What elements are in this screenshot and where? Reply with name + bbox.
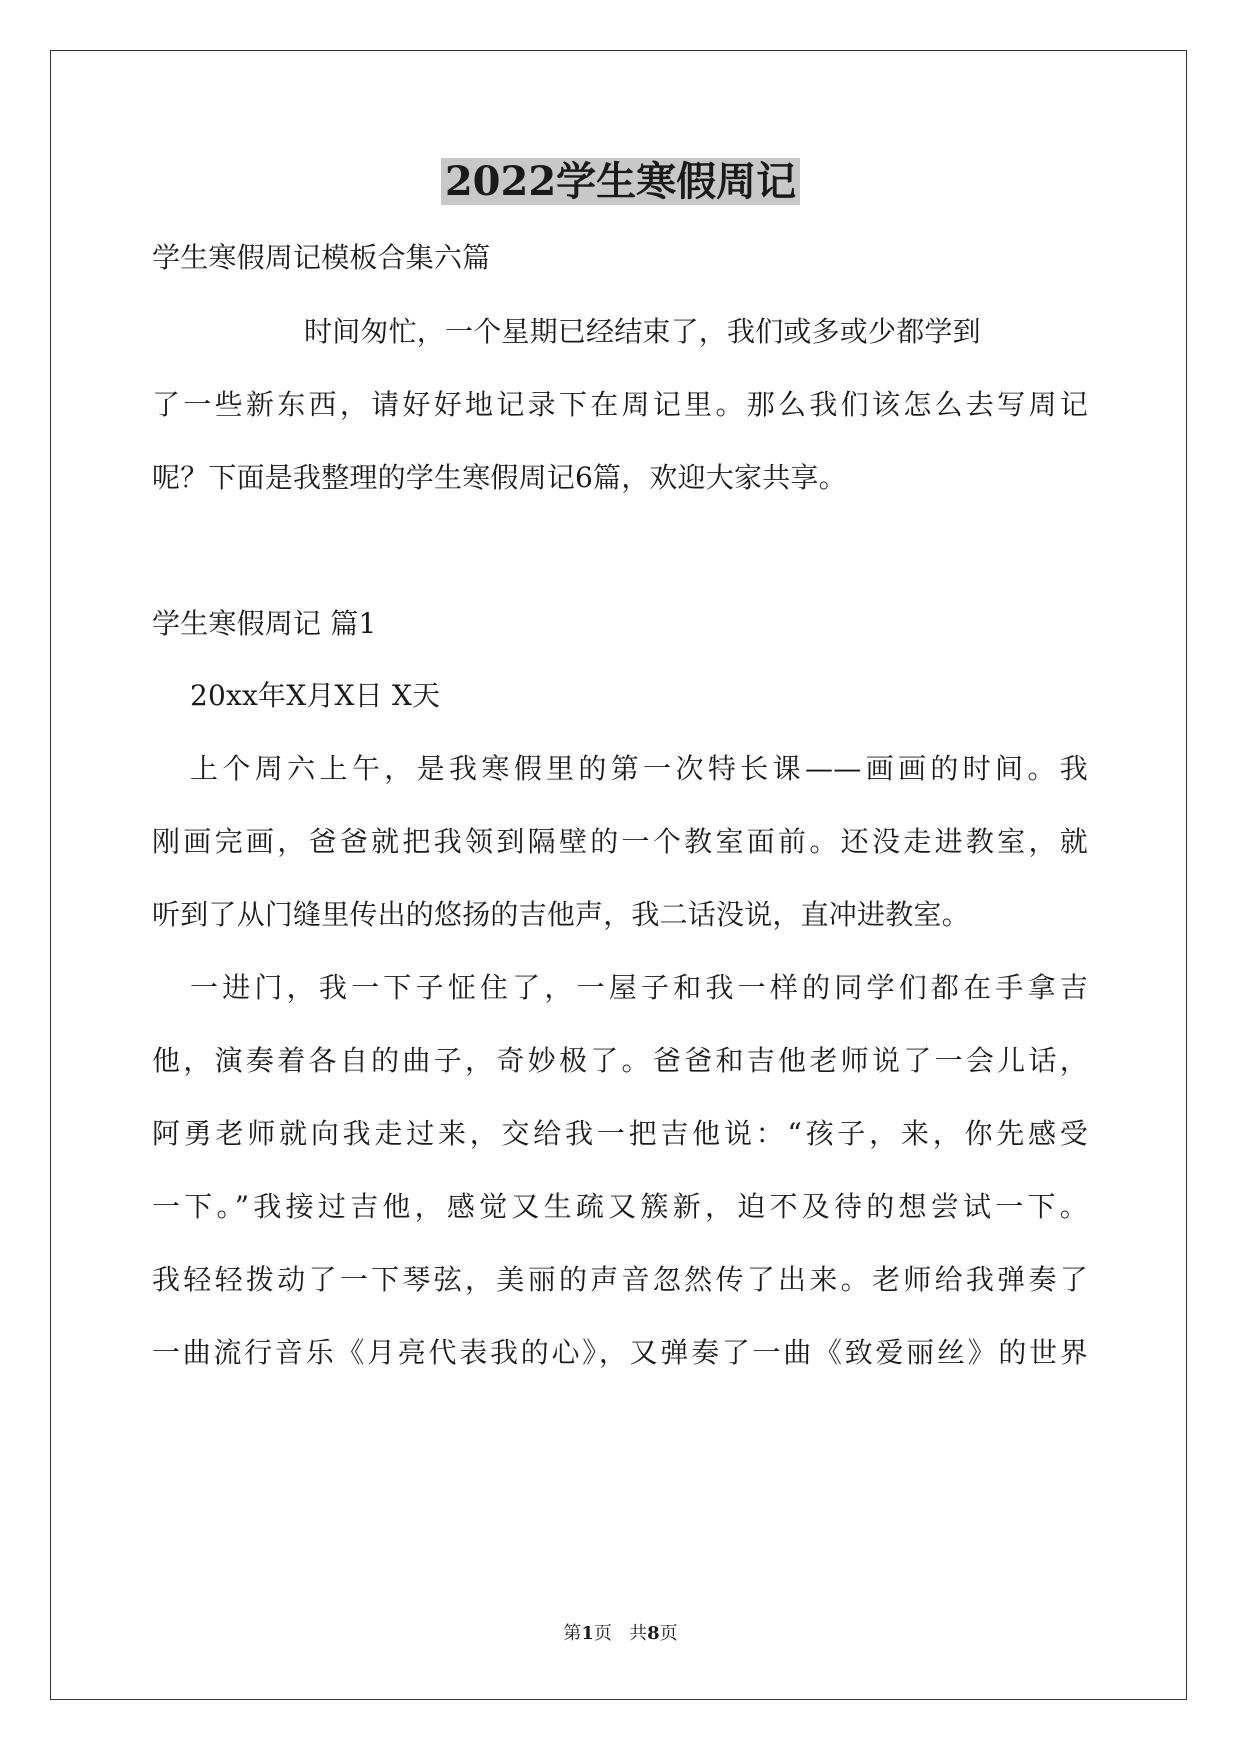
- page-border: [50, 50, 1187, 1700]
- paragraph1-line-2: 刚画完画，爸爸就把我领到隔壁的一个教室面前。还没走进教室，就: [152, 825, 1088, 858]
- paragraph2-line-3: 阿勇老师就向我走过来，交给我一把吉他说：“孩子，来，你先感受: [152, 1117, 1088, 1150]
- paragraph1-line-3: 听到了从门缝里传出的悠扬的吉他声，我二话没说，直冲进教室。: [152, 898, 970, 931]
- paragraph2-line-1: 一进门，我一下子怔住了，一屋子和我一样的同学们都在手拿吉: [190, 971, 1088, 1004]
- subtitle: 学生寒假周记模板合集六篇: [152, 241, 491, 274]
- document-title: [0, 152, 1241, 212]
- footer-total-pages: 8: [647, 1623, 660, 1644]
- footer-page-number: 1: [581, 1623, 594, 1644]
- paragraph2-line-5: 我轻轻拨动了一下琴弦，美丽的声音忽然传了出来。老师给我弹奏了: [152, 1263, 1088, 1296]
- section-heading: 学生寒假周记 篇1: [152, 607, 377, 640]
- intro-line-2: 了一些新东西，请好好地记录下在周记里。那么我们该怎么去写周记: [152, 388, 1088, 421]
- paragraph2-line-4: 一下。”我接过吉他，感觉又生疏又簇新，迫不及待的想尝试一下。: [152, 1190, 1088, 1223]
- footer-suffix: 页: [659, 1623, 678, 1644]
- paragraph2-line-6: 一曲流行音乐《月亮代表我的心》，又弹奏了一曲《致爱丽丝》的世界: [152, 1336, 1088, 1369]
- page-footer: [0, 1622, 1241, 1646]
- footer-prefix: 第: [563, 1623, 582, 1644]
- document-title-text: 2022学生寒假周记: [441, 158, 800, 205]
- date-line: 20xx年X月X日 X天: [190, 679, 441, 712]
- paragraph2-line-2: 他，演奏着各自的曲子，奇妙极了。爸爸和吉他老师说了一会儿话，: [152, 1044, 1088, 1077]
- intro-line-1: 时间匆忙，一个星期已经结束了，我们或多或少都学到: [304, 315, 981, 348]
- footer-middle: 页 共: [593, 1623, 648, 1644]
- intro-line-3: 呢？下面是我整理的学生寒假周记6篇，欢迎大家共享。: [152, 461, 847, 494]
- paragraph1-line-1: 上个周六上午，是我寒假里的第一次特长课——画画的时间。我: [190, 752, 1088, 785]
